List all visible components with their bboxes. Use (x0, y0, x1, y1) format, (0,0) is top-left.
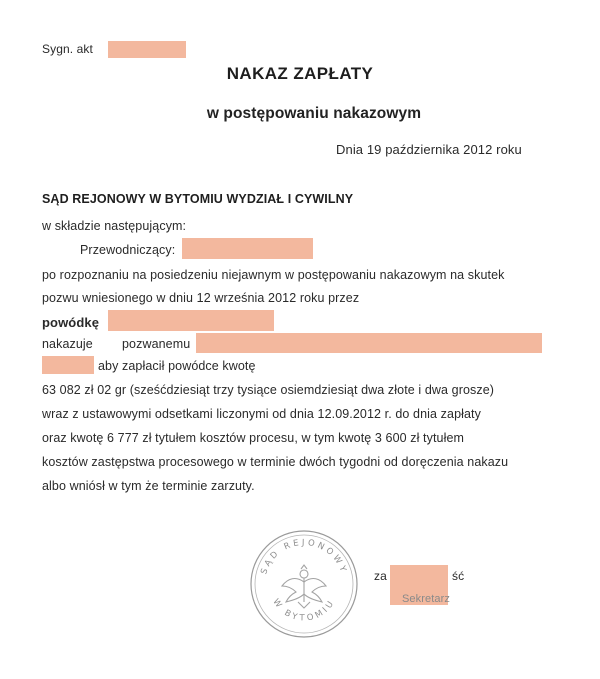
amount-line: 63 082 zł 02 gr (sześćdziesiąt trzy tysiące osiemdziesiąt dwa złote i dwa grosze) (42, 383, 495, 397)
secretary-label: Sekretarz (402, 593, 450, 605)
eagle-emblem-icon (282, 565, 326, 608)
composition-text: w składzie następującym: (42, 219, 187, 233)
pay-line: aby zapłacił powódce kwotę (98, 359, 256, 373)
seal-text-top: SĄD REJONOWY (259, 537, 349, 576)
signature-prefix: za (374, 569, 387, 583)
document-subtitle: w postępowaniu nakazowym (206, 105, 422, 122)
body-line-1: po rozpoznaniu na posiedzeniu niejawnym w postępowaniu nakazowym na skutek (42, 268, 505, 282)
plaintiff-label: powódkę (42, 315, 100, 330)
redacted-defendant (196, 333, 542, 353)
redacted-chair-name (182, 238, 313, 259)
defendant-label: pozwanemu (122, 337, 191, 351)
court-seal-stamp (248, 528, 360, 640)
costs-line-3: albo wniósł w tym że terminie zarzuty. (42, 479, 255, 493)
body-line-2: pozwu wniesionego w dniu 12 września 2012 roku przez (42, 291, 360, 305)
costs-line-2: kosztów zastępstwa procesowego w terminie dwóch tygodni od doręczenia nakazu (42, 455, 509, 469)
seal-text-bottom: W BYTOMIU (270, 597, 338, 624)
chair-label: Przewodniczący: (80, 243, 176, 257)
issue-date: Dnia 19 października 2012 roku (336, 142, 522, 157)
orders-label: nakazuje (42, 337, 93, 351)
redacted-case-number (108, 41, 186, 58)
court-name: SĄD REJONOWY W BYTOMIU WYDZIAŁ I CYWILNY (42, 192, 354, 206)
document-title: NAKAZ ZAPŁATY (226, 64, 374, 83)
redacted-plaintiff (108, 310, 274, 331)
redacted-defendant-continued (42, 356, 94, 374)
interest-line: wraz z ustawowymi odsetkami liczonymi od dnia 12.09.2012 r. do dnia zapłaty (42, 407, 481, 421)
signature-suffix: ść (452, 569, 465, 583)
case-signature-label: Sygn. akt (42, 42, 93, 56)
costs-line-1: oraz kwotę 6 777 zł tytułem kosztów procesu, w tym kwotę 3 600 zł tytułem (42, 431, 465, 445)
